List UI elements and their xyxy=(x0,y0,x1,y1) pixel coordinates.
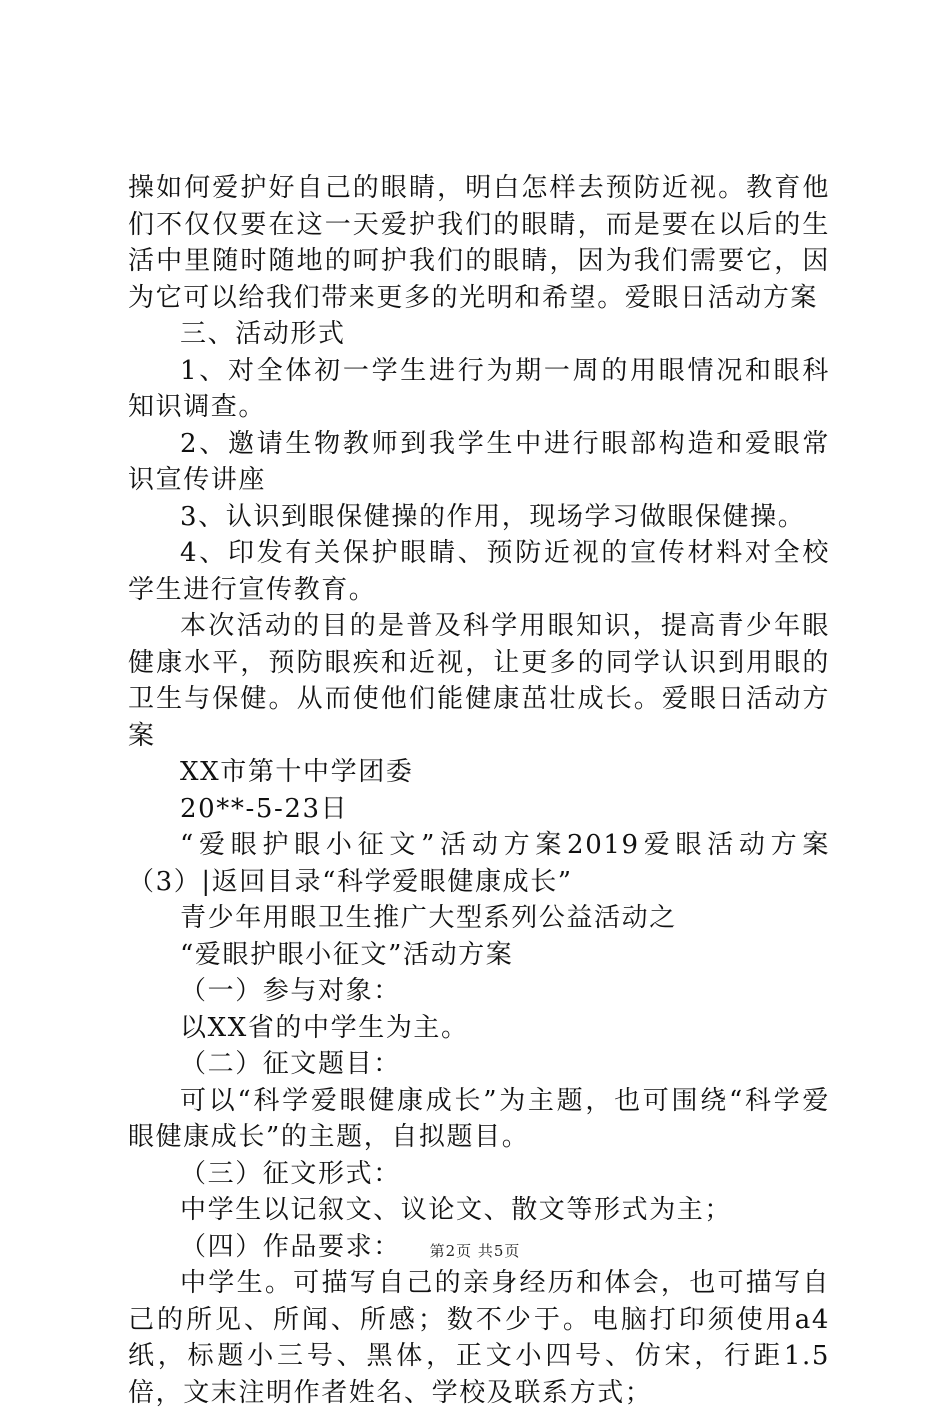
paragraph: 可以“科学爱眼健康成长”为主题，也可围绕“科学爱眼健康成长”的主题，自拟题目。 xyxy=(128,1085,830,1152)
paragraph: 操如何爱护好自己的眼睛，明白怎样去预防近视。教育他们不仅仅要在这一天爱护我们的眼睛，而是要在以后的生活中里随时随地的呵护我们的眼睛，因为我们需要它，因为它可以给我们带来更多的光明和希望。爱眼日活动方案 xyxy=(128,173,830,313)
paragraph: 20**-5-23日 xyxy=(180,793,349,824)
paragraph: 4、印发有关保护眼睛、预防近视的宣传材料对全校学生进行宣传教育。 xyxy=(128,538,830,605)
paragraph: XX市第十中学团委 xyxy=(180,757,414,787)
paragraph: 1、对全体初一学生进行为期一周的用眼情况和眼科知识调查。 xyxy=(128,355,830,422)
paragraph: “爱眼护眼小征文”活动方案2019爱眼活动方案（3）|返回目录“科学爱眼健康成长” xyxy=(128,830,830,897)
paragraph: 3、认识到眼保健操的作用，现场学习做眼保健操。 xyxy=(180,501,806,532)
paragraph: 三、活动形式 xyxy=(180,319,346,349)
paragraph: 2、邀请生物教师到我学生中进行眼部构造和爱眼常识宣传讲座 xyxy=(128,428,830,495)
document-body xyxy=(128,170,830,1411)
page-footer: 第2页 共5页 xyxy=(429,1242,521,1260)
paragraph: 以XX省的中学生为主。 xyxy=(180,1012,469,1043)
paragraph: “爱眼护眼小征文”活动方案 xyxy=(180,939,514,970)
paragraph: （二）征文题目： xyxy=(180,1049,401,1079)
paragraph: （四）作品要求： xyxy=(180,1231,401,1262)
paragraph: 中学生。可描写自己的亲身经历和体会，也可描写自己的所见、所闻、所感；数不少于。电脑打印须使用a4纸，标题小三号、黑体，正文小四号、仿宋，行距1.5倍，文末注明作者姓名、学校及联系方式； xyxy=(128,1268,830,1408)
paragraph: 中学生以记叙文、议论文、散文等形式为主； xyxy=(180,1195,733,1225)
paragraph: 本次活动的目的是普及科学用眼知识，提高青少年眼健康水平，预防眼疾和近视，让更多的同学认识到用眼的卫生与保健。从而使他们能健康茁壮成长。爱眼日活动方案 xyxy=(128,611,830,751)
paragraph: 青少年用眼卫生推广大型系列公益活动之 xyxy=(180,903,677,933)
paragraph: （三）征文形式： xyxy=(180,1158,401,1189)
paragraph: （一）参与对象： xyxy=(180,976,401,1006)
